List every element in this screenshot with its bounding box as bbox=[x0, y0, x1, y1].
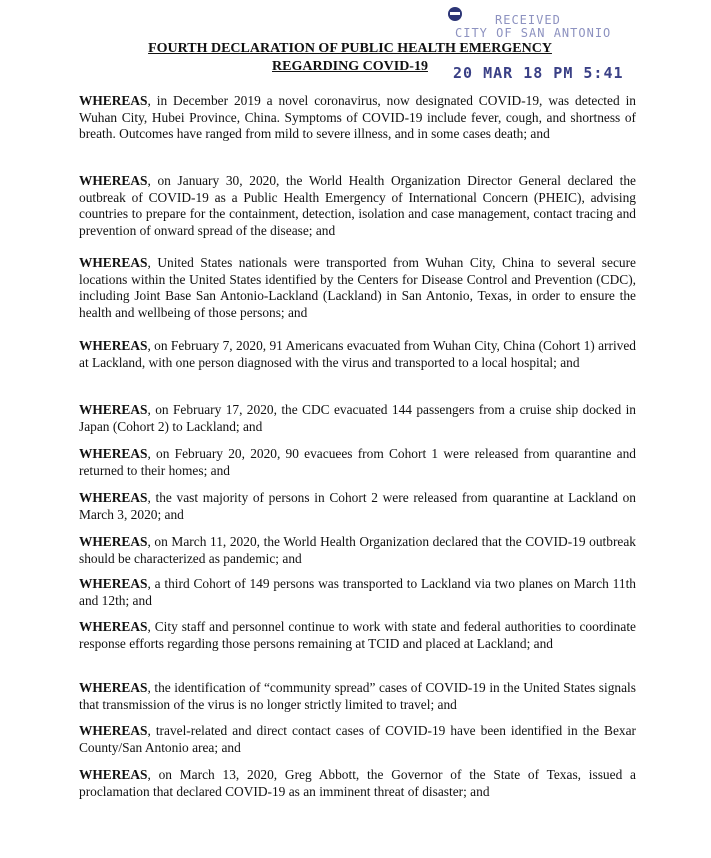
whereas-label: WHEREAS bbox=[79, 680, 148, 695]
whereas-label: WHEREAS bbox=[79, 255, 148, 270]
whereas-paragraph bbox=[79, 338, 636, 371]
whereas-paragraph bbox=[79, 680, 636, 713]
stamp-received: RECEIVED bbox=[495, 13, 561, 27]
paragraph-text: , travel-related and direct contact cases of COVID-19 have been identified in the Bexar County/San Antonio area; and bbox=[79, 723, 636, 755]
paragraph-text: , the vast majority of persons in Cohort 2 were released from quarantine at Lackland on March 3, 2020; and bbox=[79, 490, 636, 522]
paragraph-text: , on February 20, 2020, 90 evacuees from Cohort 1 were released from quarantine and returned to their homes; and bbox=[79, 446, 636, 478]
whereas-label: WHEREAS bbox=[79, 338, 148, 353]
whereas-paragraph bbox=[79, 402, 636, 435]
whereas-label: WHEREAS bbox=[79, 93, 148, 108]
title-line-2: REGARDING COVID-19 bbox=[272, 59, 428, 74]
paragraph-text: , City staff and personnel continue to work with state and federal authorities to coordinate response efforts regarding those persons remaining at TCID and placed at Lackland; and bbox=[79, 619, 636, 651]
stamp-city: CITY OF SAN ANTONIO bbox=[455, 26, 612, 40]
city-seal-icon bbox=[448, 7, 462, 21]
document-title bbox=[130, 40, 570, 76]
title-line-1: FOURTH DECLARATION OF PUBLIC HEALTH EMERGENCY bbox=[148, 41, 552, 56]
whereas-paragraph bbox=[79, 446, 636, 479]
whereas-label: WHEREAS bbox=[79, 490, 148, 505]
whereas-paragraph bbox=[79, 490, 636, 523]
whereas-paragraph bbox=[79, 723, 636, 756]
paragraph-text: , the identification of “community spread” cases of COVID-19 in the United States signals that transmission of the virus is no longer strictly limited to travel; and bbox=[79, 680, 636, 712]
whereas-paragraph bbox=[79, 255, 636, 321]
whereas-label: WHEREAS bbox=[79, 619, 148, 634]
paragraph-text: , a third Cohort of 149 persons was transported to Lackland via two planes on March 11th and 12th; and bbox=[79, 576, 636, 608]
paragraph-text: , on January 30, 2020, the World Health Organization Director General declared the outbreak of COVID-19 as a Public Health Emergency of International Concern (PHEIC), advising countries to prepare for the containment, detection, isolation and case management, contact tracing and prevention of onward spread of the disease; and bbox=[79, 173, 636, 238]
whereas-paragraph bbox=[79, 619, 636, 652]
whereas-label: WHEREAS bbox=[79, 576, 148, 591]
whereas-label: WHEREAS bbox=[79, 767, 148, 782]
whereas-paragraph bbox=[79, 576, 636, 609]
whereas-paragraph bbox=[79, 534, 636, 567]
stamp-datetime: 20 MAR 18 PM 5:41 bbox=[453, 64, 624, 82]
paragraph-text: , on February 17, 2020, the CDC evacuated 144 passengers from a cruise ship docked in Japan (Cohort 2) to Lackland; and bbox=[79, 402, 636, 434]
paragraph-text: , in December 2019 a novel coronavirus, now designated COVID-19, was detected in Wuhan City, Hubei Province, China. Symptoms of COVID-19 include fever, cough, and shortness of breath. Outcomes have ranged from mild to severe illness, and in some cases death; and bbox=[79, 93, 636, 141]
paragraph-text: , on March 13, 2020, Greg Abbott, the Governor of the State of Texas, issued a proclamation that declared COVID-19 as an imminent threat of disaster; and bbox=[79, 767, 636, 799]
paragraph-text: , United States nationals were transported from Wuhan City, China to several secure locations within the United States identified by the Centers for Disease Control and Prevention (CDC), including Joint Base San Antonio-Lackland (Lackland) in San Antonio, Texas, in order to ensure the health and wellbeing of those persons; and bbox=[79, 255, 636, 320]
whereas-label: WHEREAS bbox=[79, 402, 148, 417]
whereas-paragraph bbox=[79, 173, 636, 239]
whereas-paragraph bbox=[79, 93, 636, 143]
whereas-label: WHEREAS bbox=[79, 446, 148, 461]
whereas-label: WHEREAS bbox=[79, 723, 148, 738]
paragraph-text: , on February 7, 2020, 91 Americans evacuated from Wuhan City, China (Cohort 1) arrived at Lackland, with one person diagnosed with the virus and transported to a local hospital; and bbox=[79, 338, 636, 370]
paragraph-text: , on March 11, 2020, the World Health Organization declared that the COVID-19 outbreak should be characterized as pandemic; and bbox=[79, 534, 636, 566]
whereas-label: WHEREAS bbox=[79, 173, 148, 188]
whereas-paragraph bbox=[79, 767, 636, 800]
whereas-label: WHEREAS bbox=[79, 534, 148, 549]
